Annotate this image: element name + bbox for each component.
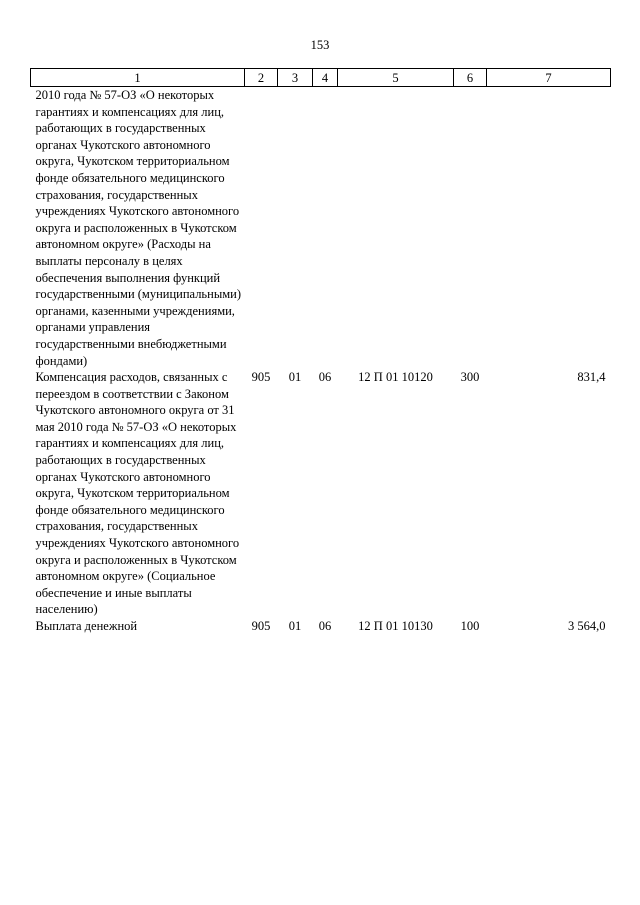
row-ministry-code: 905 [251, 370, 271, 385]
row-section-code: 01 [288, 370, 302, 385]
row-subsection-code: 06 [318, 619, 332, 633]
row-section-code [278, 87, 313, 370]
row-expense-type: 300 [460, 370, 480, 385]
header-col-2: 2 [245, 69, 278, 87]
row-subsection-code: 06 [318, 370, 332, 385]
row-amount: 831,4 [577, 370, 606, 385]
row-expense-type [454, 87, 487, 370]
header-col-1: 1 [31, 69, 245, 87]
header-col-6: 6 [454, 69, 487, 87]
row-description: Выплата денежной [35, 619, 138, 633]
page-number: 153 [310, 38, 330, 52]
row-ministry-code [245, 87, 278, 370]
header-col-7: 7 [487, 69, 611, 87]
row-subsection-code [313, 87, 338, 370]
row-expense-type: 100 [460, 619, 480, 633]
row-amount [487, 87, 611, 370]
header-col-3: 3 [278, 69, 313, 87]
row-target-article [338, 87, 454, 370]
table-row [31, 618, 611, 635]
row-description: Компенсация расходов, связанных с переездом в соответствии с Законом Чукотского автономного округа от 31 мая 2010 года № 57-ОЗ «О некоторых гарантиях и компенсациях для лиц, работающих в государственных органах Чукотского автономного округа, Чукотском территориальном фонде обязательного медицинского страхования, государственных учреждениях Чукотского автономного округа и расположенных в Чукотском автономном округе» (Социальное обеспечение и иные выплаты населению) [35, 370, 240, 617]
row-ministry-code: 905 [251, 619, 271, 633]
row-target-article: 12 П 01 10130 [358, 619, 433, 633]
row-amount: 3 564,0 [568, 619, 606, 633]
table-row [31, 369, 611, 618]
row-description: 2010 года № 57-ОЗ «О некоторых гарантиях и компенсациях для лиц, работающих в государственных органах Чукотского автономного округа, Чукотском территориальном фонде обязательного медицинского страхования, государственных учреждениях Чукотского автономного округа и расположенных в Чукотском автономном округе» (Расходы на выплаты персоналу в целях обеспечения выполнения функций государственными (муниципальными) органами, казенными учреждениями, органами управления государственными внебюджетными фондами) [35, 88, 241, 368]
row-section-code: 01 [288, 619, 302, 633]
header-col-5: 5 [338, 69, 454, 87]
table-row [31, 87, 611, 370]
budget-table [30, 68, 611, 635]
header-row [31, 69, 611, 87]
header-col-4: 4 [313, 69, 338, 87]
row-target-article: 12 П 01 10120 [358, 370, 433, 385]
